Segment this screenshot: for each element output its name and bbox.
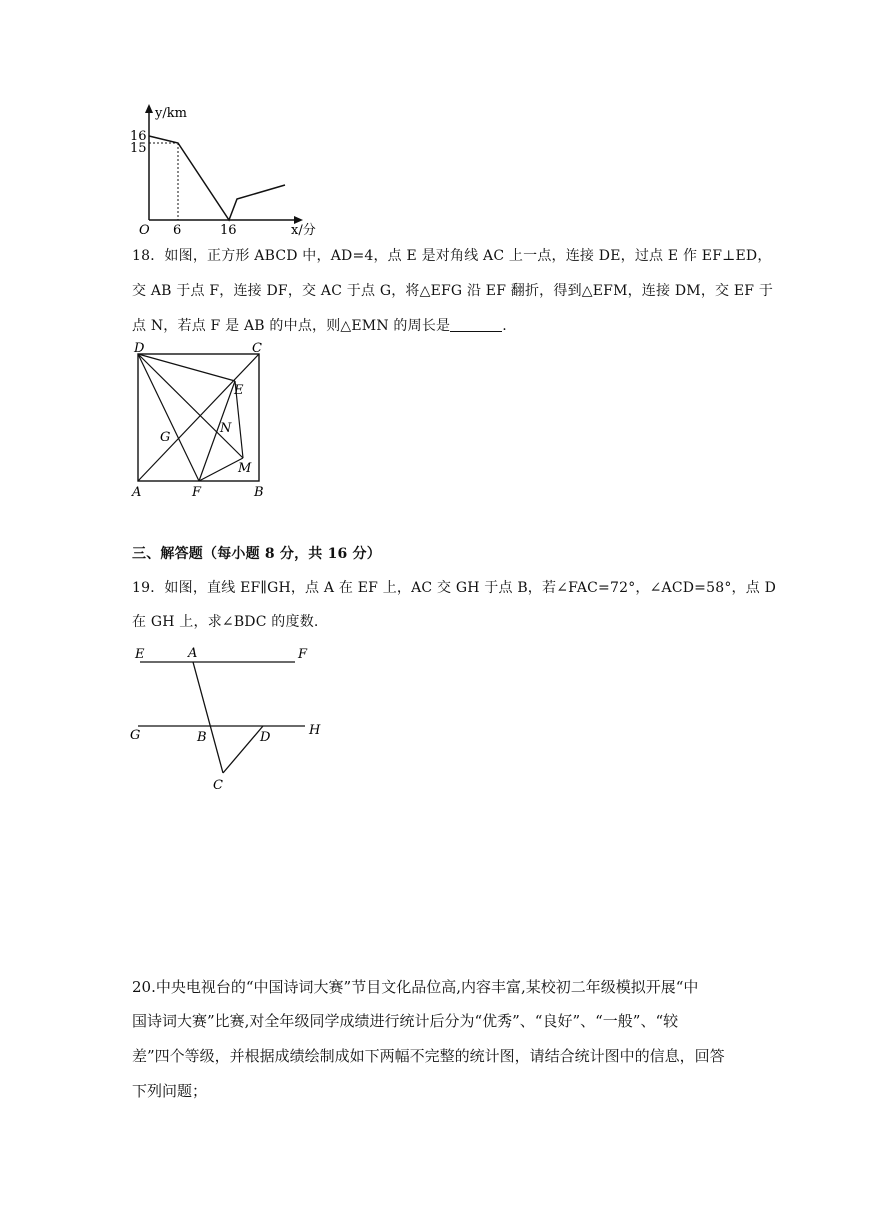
segment-ac (193, 662, 223, 773)
label-a: A (132, 485, 142, 500)
square-figure (128, 340, 273, 502)
label-m: M (238, 461, 252, 476)
q19-line-2: 在 GH 上，求∠BDC 的度数. (132, 614, 319, 630)
label-g: G (160, 430, 171, 445)
segment-cd (223, 726, 263, 773)
q18-line-3 (132, 310, 507, 343)
y-axis-label: y/km (155, 106, 187, 121)
q18-line-3-end: . (502, 318, 507, 334)
label-n: N (220, 421, 232, 436)
label-b: B (254, 485, 264, 500)
answer-blank[interactable] (450, 317, 502, 332)
segment-de (138, 354, 235, 381)
graph-line (149, 136, 285, 220)
label-c: C (213, 778, 223, 793)
label-c: C (252, 341, 262, 356)
parallel-lines-figure (125, 640, 330, 800)
segment-dm (138, 354, 243, 458)
q20-line-3: 差”四个等级，并根据成绩绘制成如下两幅不完整的统计图，请结合统计图中的信息，回答 (132, 1047, 725, 1065)
q20-line-2: 国诗词大赛”比赛,对全年级同学成绩进行统计后分为“优秀”、“良好”、“一般”、“较 (132, 1012, 679, 1030)
label-b: B (197, 730, 207, 745)
section-heading: 三、解答题（每小题 8 分，共 16 分） (132, 546, 381, 562)
x-axis-label: x/分 (291, 223, 316, 238)
label-g: G (130, 728, 141, 743)
label-d: D (260, 730, 271, 745)
label-f: F (192, 485, 202, 500)
x-tick-6: 6 (173, 223, 182, 238)
q20-line-1: 20.中央电视台的“中国诗词大赛”节目文化品位高,内容丰富,某校初二年级模拟开展“中 (132, 978, 699, 996)
label-f: F (298, 647, 308, 662)
label-h: H (309, 723, 321, 738)
label-e: E (234, 383, 244, 398)
origin-label: O (139, 223, 150, 238)
q19-line-1: 19．如图，直线 EF∥GH，点 A 在 EF 上，AC 交 GH 于点 B，若∠FAC=72°，∠ACD=58°，点 D (132, 580, 776, 596)
q18-line-2: 交 AB 于点 F，连接 DF，交 AC 于点 G，将△EFG 沿 EF 翻折，得到△EFM，连接 DM，交 EF 于 (132, 283, 774, 299)
y-axis-arrow (145, 104, 153, 113)
label-a: A (188, 646, 198, 661)
y-tick-16: 16 (130, 129, 147, 144)
q18-line-3-text: 点 N，若点 F 是 AB 的中点，则△EMN 的周长是 (132, 318, 451, 334)
q18-line-1: 18．如图，正方形 ABCD 中，AD=4，点 E 是对角线 AC 上一点，连接 DE，过点 E 作 EF⊥ED， (132, 248, 772, 264)
label-d: D (134, 341, 145, 356)
distance-time-graph (125, 98, 325, 240)
label-e: E (135, 647, 145, 662)
segment-df (138, 354, 199, 481)
q20-line-4: 下列问题； (132, 1082, 208, 1100)
x-tick-16: 16 (220, 223, 237, 238)
y-tick-15: 15 (130, 141, 147, 156)
